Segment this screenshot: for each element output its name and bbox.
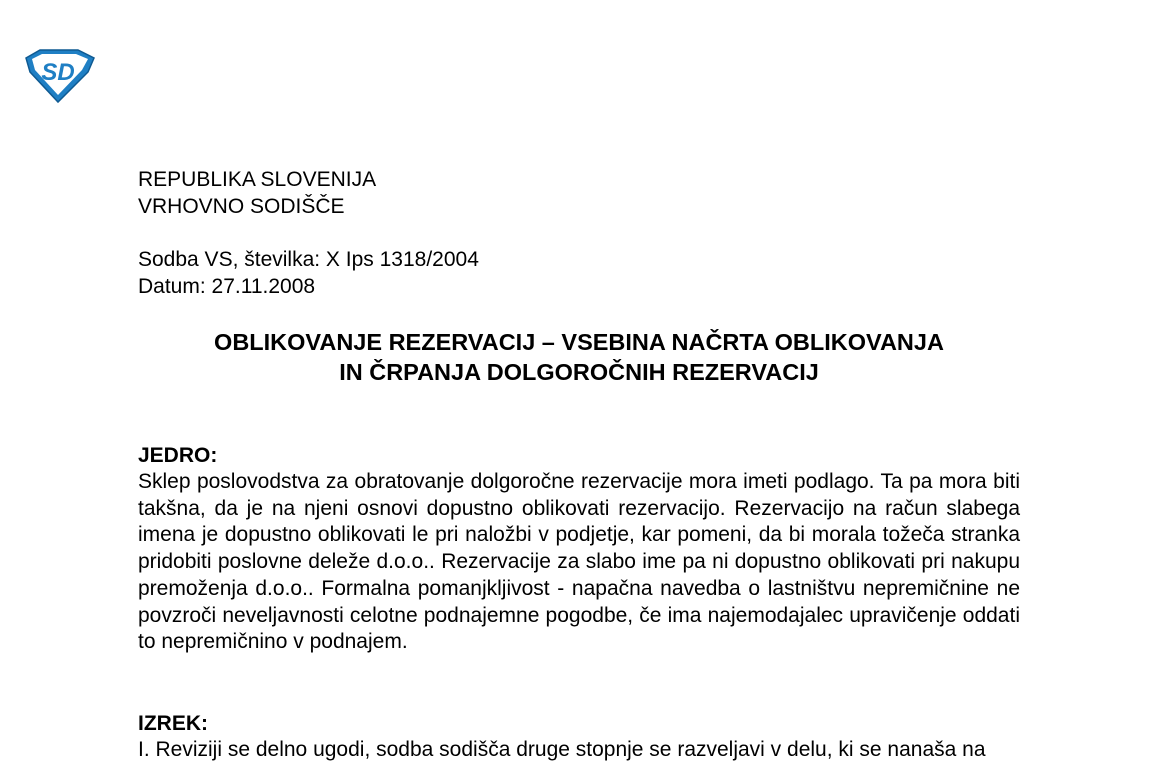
izrek-text: I. Reviziji se delno ugodi, sodba sodišča druge stopnje se razveljavi v delu, ki se nanaša na	[138, 738, 986, 761]
sd-shield-logo-icon	[22, 48, 96, 104]
header-country: REPUBLIKA SLOVENIJA	[138, 168, 377, 191]
court-header	[138, 166, 376, 220]
header-court: VRHOVNO SODIŠČE	[138, 195, 345, 218]
jedro-heading: JEDRO:	[138, 444, 218, 467]
title-line-2: IN ČRPANJA DOLGOROČNIH REZERVACIJ	[339, 359, 819, 385]
logo-text: SD	[41, 59, 75, 86]
case-number: Sodba VS, številka: X Ips 1318/2004	[138, 248, 479, 271]
case-meta	[138, 246, 479, 300]
jedro-text: Sklep poslovodstva za obratovanje dolgoročne rezervacije mora imeti podlago. Ta pa mora biti takšna, da je na njeni osnovi dopustno oblikovati rezervacijo. Rezervacijo na račun slabega imena je dopustno oblikovati le pri naložbi v podjetje, kar pomeni, da bi morala tožeča stranka pridobiti poslovne deleže d.o.o.. Rezervacije za slabo ime pa ni dopustno oblikovati pri nakupu premoženja d.o.o.. Formalna pomanjkljivost - napačna navedba o lastništvu nepremičnine ne povzroči neveljavnosti celotne podnajemne pogodbe, če ima najemodajalec upravičenje oddati to nepremičnino v podnajem.	[138, 470, 1020, 654]
case-date: Datum: 27.11.2008	[138, 275, 316, 298]
title-line-1: OBLIKOVANJE REZERVACIJ – VSEBINA NAČRTA OBLIKOVANJA	[214, 329, 944, 355]
izrek-heading: IZREK:	[138, 712, 208, 735]
document-title	[138, 327, 1020, 387]
